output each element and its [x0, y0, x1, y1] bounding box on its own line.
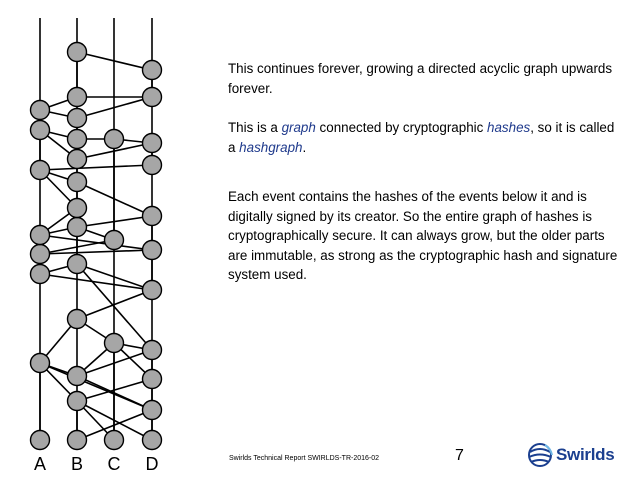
event-B10	[68, 130, 87, 149]
event-B13	[68, 43, 87, 62]
column-label-b: B	[70, 454, 83, 474]
event-D8	[143, 156, 162, 175]
event-D7	[143, 207, 162, 226]
event-B1	[68, 431, 87, 450]
event-D2	[143, 401, 162, 420]
logo-text: Swirlds	[556, 445, 615, 464]
event-A6	[31, 161, 50, 180]
event-A4	[31, 245, 50, 264]
event-A2	[31, 354, 50, 373]
event-B12	[68, 88, 87, 107]
event-A3	[31, 265, 50, 284]
hashgraph-diagram	[0, 0, 210, 460]
paragraph-3: Each event contains the hashes of the events below it and is digitally signed by its creator. So the entire graph of hashes is cryptographically secure. It can always grow, but the older parts are immutable, as strong as the cryptographic hash and signature system used.	[228, 189, 618, 282]
event-B7	[68, 199, 87, 218]
event-B6	[68, 218, 87, 237]
column-lines	[40, 18, 152, 440]
paragraph-1: This continues forever, growing a directed acyclic graph upwards forever.	[228, 61, 613, 96]
edge-D6-A5	[40, 235, 152, 250]
paragraph-2	[228, 118, 623, 157]
event-C3	[105, 231, 124, 250]
swirlds-logo	[525, 440, 635, 470]
event-D6	[143, 241, 162, 260]
graph-edges	[40, 52, 152, 440]
paragraph-security	[228, 187, 623, 285]
event-A8	[31, 101, 50, 120]
column-label-c: C	[107, 454, 121, 474]
event-D5	[143, 281, 162, 300]
event-B5	[68, 255, 87, 274]
event-B11	[68, 109, 87, 128]
event-C2	[105, 334, 124, 353]
paragraph-hashgraph	[228, 118, 623, 157]
event-D9	[143, 134, 162, 153]
page-number: 7	[455, 447, 464, 464]
p2-mid: connected by cryptographic	[315, 120, 488, 135]
event-D1	[143, 431, 162, 450]
column-label-a: A	[33, 454, 46, 474]
term-hashes: hashes	[487, 120, 531, 135]
event-D4	[143, 341, 162, 360]
graph-events	[31, 43, 162, 450]
p2-mid2: , so it is called a	[228, 120, 615, 155]
event-C1	[105, 431, 124, 450]
edge-A6-D8	[40, 165, 152, 170]
event-B3	[68, 367, 87, 386]
edge-A3-D5	[40, 274, 152, 290]
report-reference: Swirlds Technical Report SWIRLDS-TR-2016-02	[229, 455, 380, 462]
event-A7	[31, 121, 50, 140]
event-D10	[143, 88, 162, 107]
p2-before: This is a	[228, 120, 282, 135]
column-label-d: D	[145, 454, 159, 474]
event-B8	[68, 173, 87, 192]
event-B4	[68, 310, 87, 329]
event-D11	[143, 61, 162, 80]
event-B2	[68, 392, 87, 411]
globe-icon	[525, 440, 555, 470]
event-B9	[68, 150, 87, 169]
event-A5	[31, 226, 50, 245]
term-graph: graph	[281, 120, 316, 135]
p2-end: .	[302, 139, 307, 155]
event-C4	[105, 130, 124, 149]
paragraph-intro	[228, 59, 623, 98]
event-A1	[31, 431, 50, 450]
term-hashgraph: hashgraph	[239, 139, 303, 155]
event-D3	[143, 370, 162, 389]
